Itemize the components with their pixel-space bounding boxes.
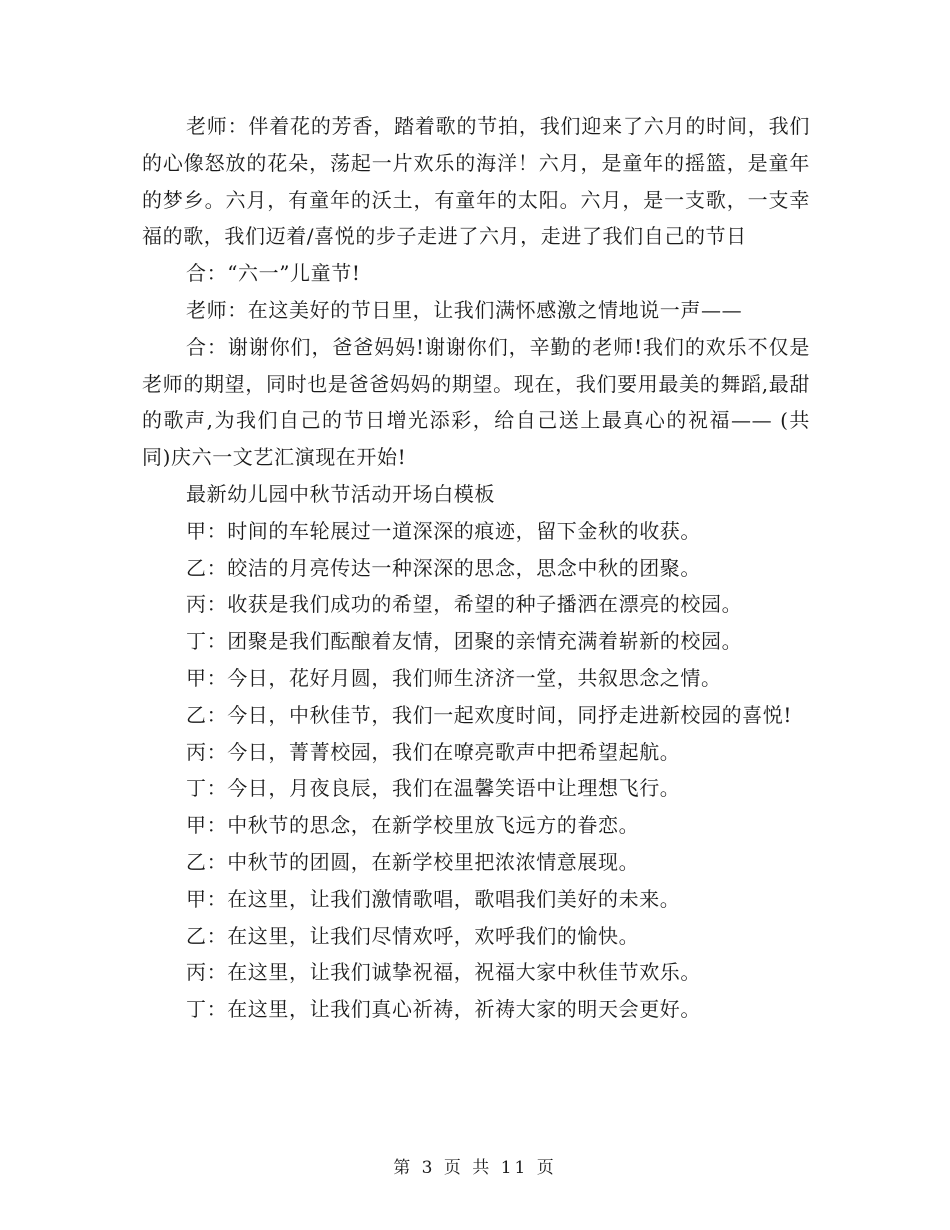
paragraph-line: 丙：收获是我们成功的希望，希望的种子播洒在漂亮的校园。 — [186, 592, 743, 617]
paragraph-teacher-gratitude: 老师：在这美好的节日里，让我们满怀感激之情地说一声—— — [186, 297, 743, 322]
paragraph-line: 乙：在这里，让我们尽情欢呼，欢呼我们的愉快。 — [186, 923, 640, 948]
paragraph-line: 乙：中秋节的团圆，在新学校里把浓浓情意展现。 — [186, 849, 640, 874]
paragraph-chorus-thanks: 合：谢谢你们，爸爸妈妈!谢谢你们，辛勤的老师!我们的欢乐不仅是老师的期望，同时也是爸爸妈妈的期望。现在，我们要用最美的舞蹈,最甜的歌声,为我们自己的节日增光添彩，给自己送上最真心的祝福—— (共同)庆六一文艺汇演现在开始! — [142, 334, 810, 470]
paragraph-line: 丁：在这里，让我们真心祈祷，祈祷大家的明天会更好。 — [186, 997, 701, 1022]
paragraph-line: 乙：今日，中秋佳节，我们一起欢度时间，同抒走进新校园的喜悦! — [186, 702, 793, 727]
paragraph-line: 甲：中秋节的思念，在新学校里放飞远方的眷恋。 — [186, 813, 640, 838]
paragraph-line: 丙：今日，菁菁校园，我们在嘹亮歌声中把希望起航。 — [186, 739, 681, 764]
section-heading: 最新幼儿园中秋节活动开场白模板 — [186, 481, 495, 506]
paragraph-line: 丙：在这里，让我们诚挚祝福，祝福大家中秋佳节欢乐。 — [186, 960, 701, 985]
paragraph-line: 甲：时间的车轮展过一道深深的痕迹，留下金秋的收获。 — [186, 518, 701, 543]
paragraph-teacher-intro: 老师：伴着花的芳香，踏着歌的节拍，我们迎来了六月的时间，我们的心像怒放的花朵，荡起一片欢乐的海洋！六月，是童年的摇篮，是童年的梦乡。六月，有童年的沃土，有童年的太阳。六月，是一支歌，一支幸福的歌，我们迈着/喜悦的步子走进了六月，走进了我们自己的节日 — [142, 114, 810, 249]
paragraph-line: 甲：今日，花好月圆，我们师生济济一堂，共叙思念之情。 — [186, 665, 722, 690]
paragraph-line: 乙：皎洁的月亮传达一种深深的思念，思念中秋的团聚。 — [186, 555, 701, 580]
paragraph-line: 丁：今日，月夜良辰，我们在温馨笑语中让理想飞行。 — [186, 776, 681, 801]
paragraph-chorus-childrens-day: 合：“六一”儿童节! — [186, 261, 361, 286]
paragraph-line: 丁：团聚是我们酝酿着友情，团聚的亲情充满着崭新的校园。 — [186, 629, 743, 654]
document-body — [142, 108, 810, 1028]
paragraph-line: 甲：在这里，让我们激情歌唱，歌唱我们美好的未来。 — [186, 886, 681, 911]
page-number-footer: 第 3 页 共 11 页 — [393, 1158, 557, 1178]
